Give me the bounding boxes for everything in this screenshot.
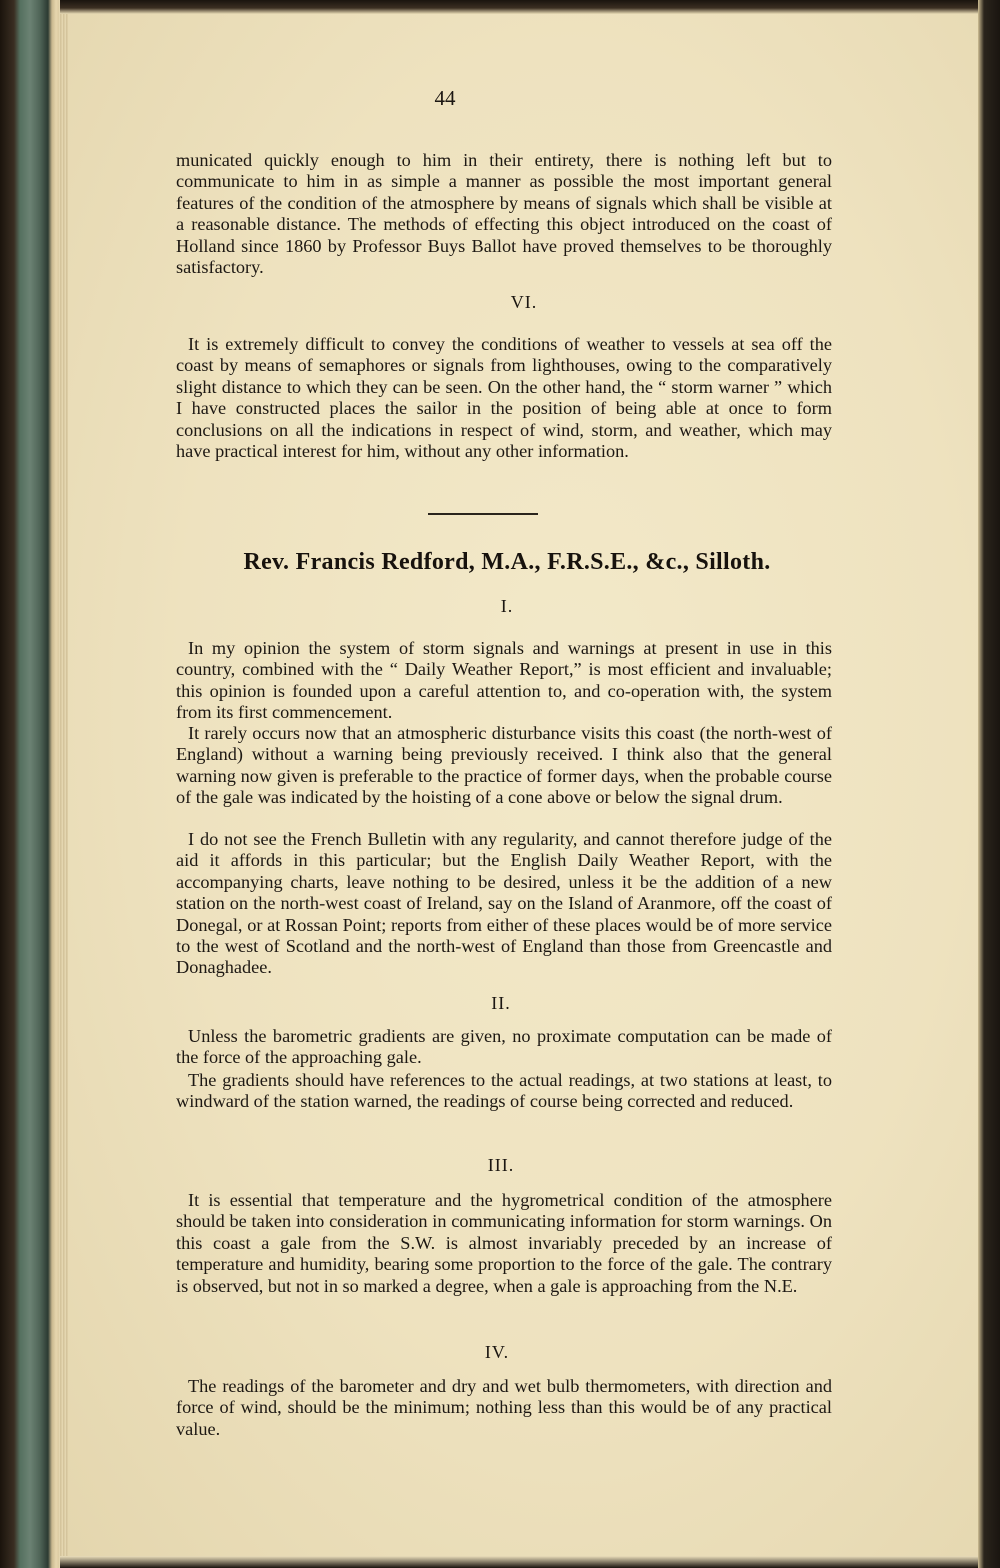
section-numeral-ii: II.	[491, 993, 511, 1013]
section-divider-rule	[428, 513, 538, 515]
right-edge	[978, 0, 1000, 1568]
section-ii-paragraph-2: The gradients should have references to the actual readings, at two stations at least, to windward of the station warned, the readings of course being corrected and reduced.	[176, 1070, 832, 1112]
section-i-paragraph-1: In my opinion the system of storm signals and warnings at present in use in this country, combined with the “ Daily Weather Report,” is most efficient and invaluable; this opinion is founded upon a careful attention to, and co-operation with, the system from its first commencement.	[176, 638, 832, 723]
top-shadow	[60, 0, 980, 14]
section-numeral-vi: VI.	[510, 292, 538, 312]
section-i-paragraph-3: I do not see the French Bulletin with any regularity, and cannot therefore judge of the aid it affords in this particular; but the English Daily Weather Report, with the accompanying charts, leave nothing to be desired, unless it be the addition of a new station on the north-west coast of Ireland, say on the Island of Aranmore, off the coast of Donegal, or at Rossan Point; reports from either of these places would be of more service to the west of Scotland and the north-west of England than those from Greencastle and Donaghadee.	[176, 829, 832, 978]
page-number: 44	[434, 86, 456, 110]
section-vi-paragraph: It is extremely difficult to convey the conditions of weather to vessels at sea off the coast by means of semaphores or signals from lighthouses, owing to the comparatively slight distance to which they can be seen. On the other hand, the “ storm warner ” which I have constructed places the sailor in the position of being able at once to form conclusions on all the indications in respect of wind, storm, and weather, which may have practical interest for him, without any other information.	[176, 334, 832, 462]
bottom-shadow	[60, 1556, 980, 1568]
section-iii-paragraph: It is essential that temperature and the hygrometrical condition of the atmosphere should be taken into consideration in communicating information for storm warnings. On this coast a gale from the S.W. is almost invariably preceded by an increase of temperature and humidity, bearing some proportion to the force of the gale. The contrary is observed, but not in so marked a degree, when a gale is approaching from the N.E.	[176, 1190, 832, 1296]
contributor-heading: Rev. Francis Redford, M.A., F.R.S.E., &c., Silloth.	[243, 549, 771, 575]
section-numeral-iii: III.	[487, 1155, 515, 1175]
book-binding	[0, 0, 62, 1568]
section-numeral-i: I.	[500, 596, 514, 616]
section-ii-paragraph-1: Unless the barometric gradients are given, no proximate computation can be made of the force of the approaching gale.	[176, 1026, 832, 1068]
section-numeral-iv: IV.	[484, 1342, 510, 1362]
section-iv-paragraph: The readings of the barometer and dry and wet bulb thermometers, with direction and force of wind, should be the minimum; nothing less than this would be of any practical value.	[176, 1376, 832, 1439]
opening-paragraph: municated quickly enough to him in their entirety, there is nothing left but to communicate to him in as simple a manner as possible the most important general features of the condition of the atmosphere by means of signals which shall be visible at a reasonable distance. The methods of effecting this object introduced on the coast of Holland since 1860 by Professor Buys Ballot have proved themselves to be thoroughly satisfactory.	[176, 150, 832, 278]
section-i-paragraph-2: It rarely occurs now that an atmospheric disturbance visits this coast (the north-west of England) without a warning being previously received. I think also that the general warning now given is preferable to the practice of former days, when the probable course of the gale was indicated by the hoisting of a cone above or below the signal drum.	[176, 723, 832, 808]
